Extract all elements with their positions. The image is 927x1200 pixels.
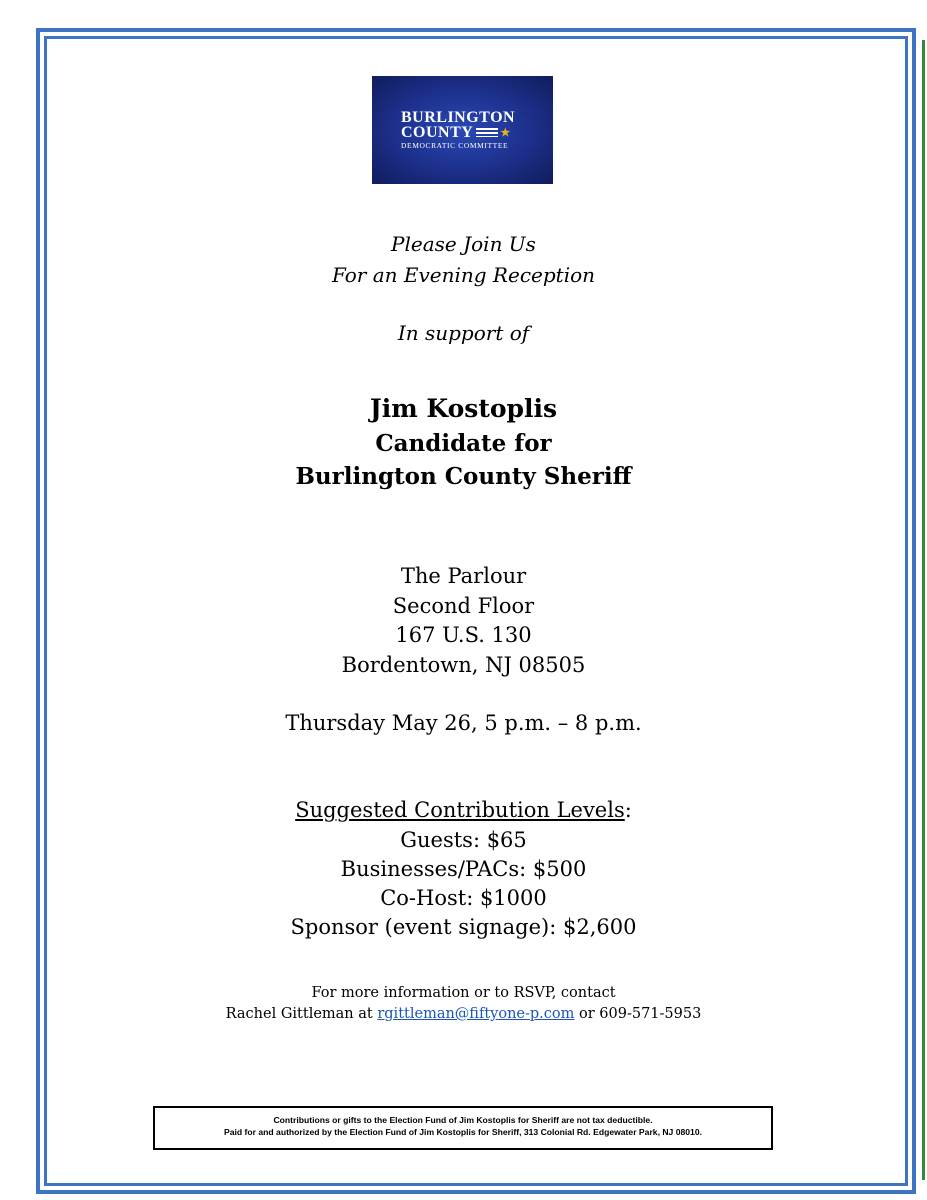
logo-text-committee: DEMOCRATIC COMMITTEE [401,141,509,150]
candidate-title-line-1: Candidate for [375,430,552,457]
contribution-heading-colon: : [624,798,632,822]
stripes-icon [476,128,498,137]
contact-line-1: For more information or to RSVP, contact [311,985,616,1001]
contribution-level: Businesses/PACs: $500 [340,857,587,881]
contribution-level: Guests: $65 [400,828,527,852]
logo-row-county [372,125,553,140]
logo-text-burlington: BURLINGTON [401,109,516,126]
logo-text-county: COUNTY [401,124,474,141]
invite-line-1: Please Join Us [391,232,536,256]
disclaimer-line-1: Contributions or gifts to the Election Fund of Jim Kostoplis for Sheriff are not tax deductible. [273,1115,653,1125]
contact-suffix: or 609-571-5953 [574,1006,702,1022]
venue-street: 167 U.S. 130 [395,623,532,647]
contribution-level: Co-Host: $1000 [380,886,547,910]
email-link[interactable]: rgittleman@fiftyone-p.com [377,1006,575,1022]
invite-line-2: For an Evening Reception [331,263,596,287]
venue-name: The Parlour [400,564,527,588]
contact-line-2 [0,1006,927,1022]
disclaimer-box [153,1106,773,1150]
candidate-title-line-2: Burlington County Sheriff [295,463,632,490]
venue-city: Bordentown, NJ 08505 [341,653,586,677]
contribution-heading-row [0,798,927,822]
contribution-heading: Suggested Contribution Levels [295,798,625,822]
disclaimer-line-2: Paid for and authorized by the Election Fund of Jim Kostoplis for Sheriff, 313 Colonial Rd. Edgewater Park, NJ 08010. [224,1127,702,1137]
star-icon: ★ [500,126,511,139]
contribution-level: Sponsor (event signage): $2,600 [290,915,637,939]
contact-prefix: Rachel Gittleman at [225,1006,378,1022]
invite-line-3: In support of [397,321,530,345]
venue-floor: Second Floor [392,594,535,618]
event-datetime: Thursday May 26, 5 p.m. – 8 p.m. [285,711,642,735]
committee-logo [372,76,553,184]
candidate-name: Jim Kostoplis [369,394,558,423]
